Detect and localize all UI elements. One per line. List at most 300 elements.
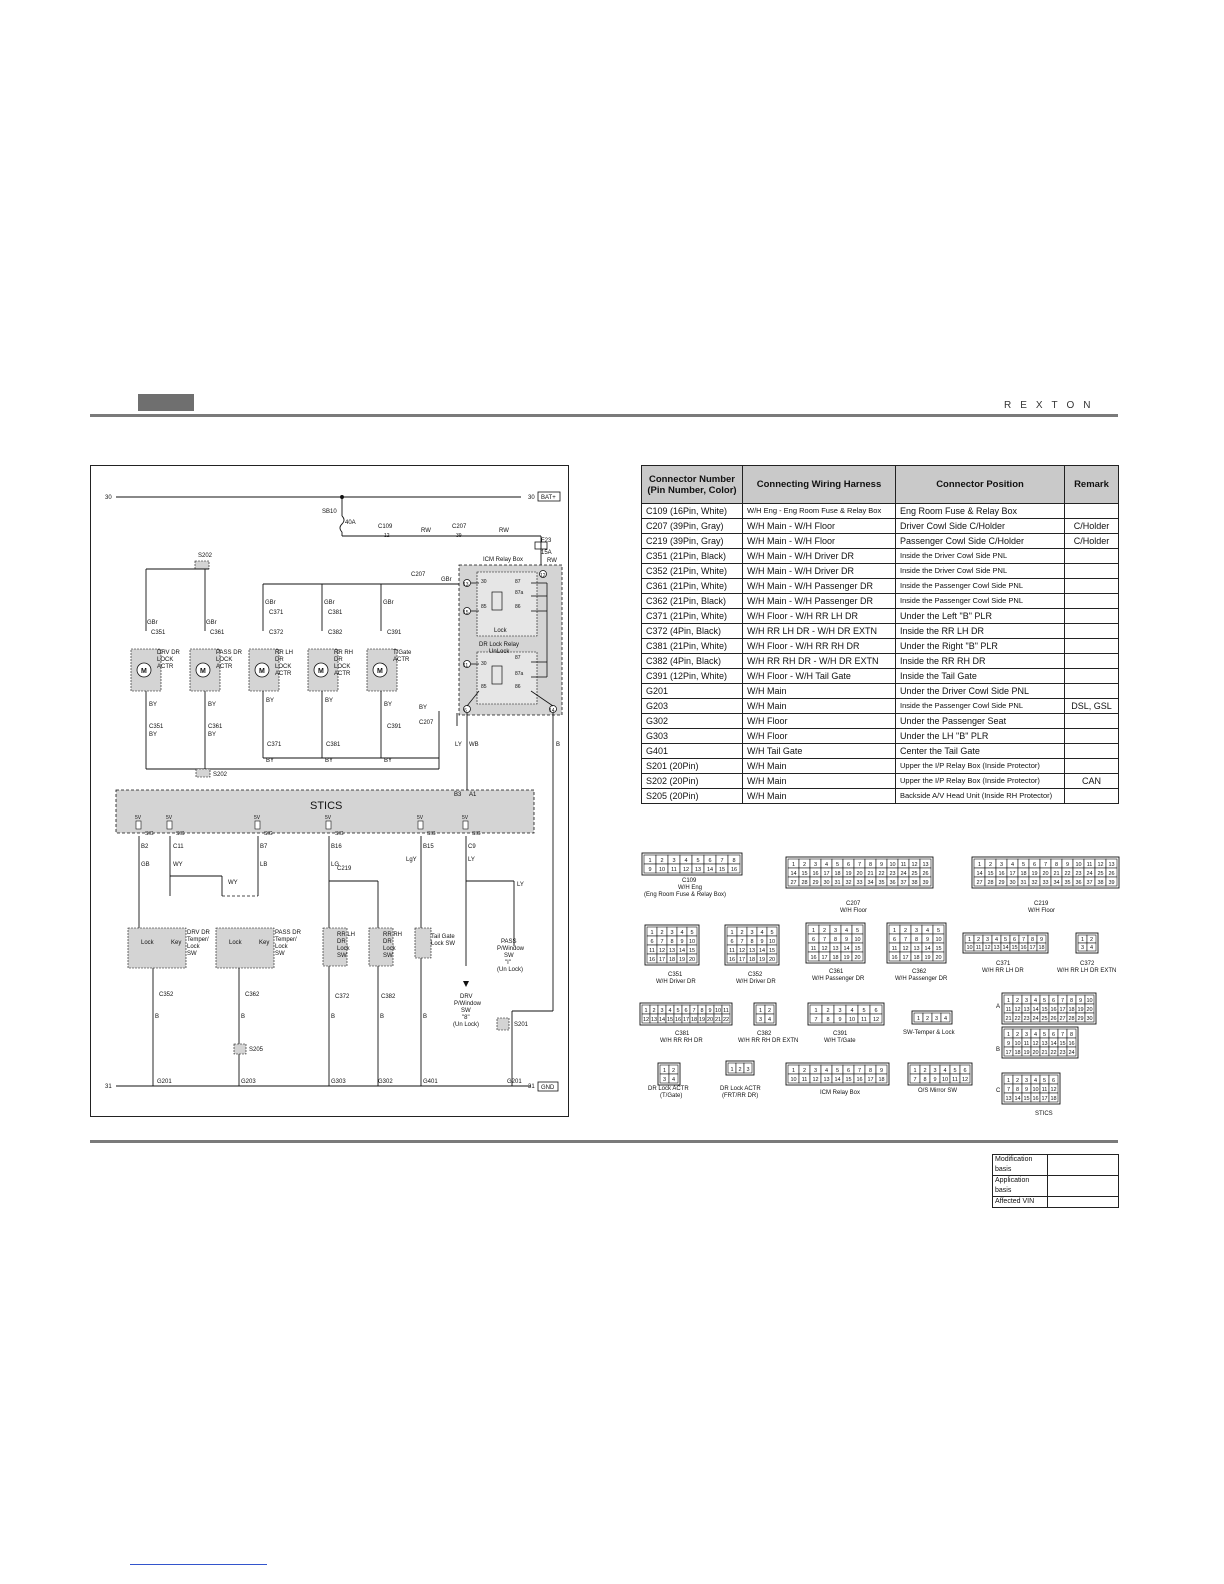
svg-text:5: 5 — [770, 930, 774, 936]
svg-text:3: 3 — [999, 862, 1004, 868]
cell-remark — [1065, 549, 1119, 564]
svg-text:5: 5 — [1042, 1032, 1047, 1038]
table-row — [642, 594, 1119, 609]
cell-harness: W/H Main - W/H Floor — [743, 519, 896, 534]
svg-text:4: 4 — [844, 928, 849, 934]
svg-text:26: 26 — [1108, 871, 1115, 877]
cell-connector: G302 — [642, 714, 743, 729]
svg-text:2: 2 — [925, 1016, 930, 1022]
svg-text:11: 11 — [729, 948, 735, 954]
svg-text:B: B — [331, 1014, 336, 1020]
svg-text:6: 6 — [1051, 1032, 1056, 1038]
svg-text:3: 3 — [1024, 1032, 1029, 1038]
cell-harness: W/H Main — [743, 789, 896, 804]
svg-text:C371: C371 — [269, 610, 284, 616]
svg-text:11: 11 — [649, 948, 655, 954]
svg-text:9: 9 — [1065, 862, 1070, 868]
svg-text:5: 5 — [676, 1008, 680, 1014]
sb10-amp: 40A — [345, 520, 356, 526]
svg-text:RR RH: RR RH — [383, 932, 402, 938]
svg-text:20: 20 — [1086, 1007, 1093, 1013]
svg-text:5V: 5V — [462, 815, 469, 821]
svg-text:W/H RR LH DR: W/H RR LH DR — [982, 968, 1024, 974]
svg-text:21: 21 — [1053, 871, 1060, 877]
svg-text:12: 12 — [821, 946, 828, 952]
svg-text:M: M — [377, 668, 383, 675]
svg-text:3: 3 — [985, 937, 990, 943]
svg-text:13: 13 — [913, 946, 920, 952]
col-connector-number: Connector Number (Pin Number, Color) — [642, 466, 743, 504]
svg-text:7: 7 — [1060, 998, 1065, 1004]
svg-text:30: 30 — [823, 880, 830, 886]
svg-text:Lock SW: Lock SW — [431, 941, 456, 947]
svg-text:20: 20 — [688, 957, 696, 963]
stics-label: STICS — [310, 800, 343, 812]
svg-text:14: 14 — [658, 1017, 666, 1023]
svg-text:14: 14 — [1050, 1041, 1057, 1047]
svg-text:Key: Key — [171, 940, 182, 946]
svg-text:C381: C381 — [328, 610, 343, 616]
svg-text:9: 9 — [1039, 937, 1044, 943]
svg-text:14: 14 — [758, 948, 766, 954]
svg-text:SW: SW — [275, 951, 285, 957]
svg-text:8: 8 — [868, 1068, 873, 1074]
svg-text:14: 14 — [706, 867, 714, 873]
cell-position: Passenger Cowl Side C/Holder — [896, 534, 1065, 549]
svg-text:BY: BY — [384, 702, 393, 708]
svg-text:9: 9 — [844, 937, 849, 943]
cell-position: Inside the Passenger Cowl Side PNL — [896, 699, 1065, 714]
svg-text:13: 13 — [922, 862, 929, 868]
cell-position: Inside the Driver Cowl Side PNL — [896, 564, 1065, 579]
table-row — [642, 534, 1119, 549]
bus-left-label: 30 — [105, 495, 112, 501]
svg-text:C361: C361 — [829, 969, 844, 975]
svg-text:12: 12 — [682, 867, 690, 873]
cell-connector: G401 — [642, 744, 743, 759]
svg-text:4: 4 — [1033, 1078, 1038, 1084]
svg-text:SIG: SIG — [176, 831, 185, 837]
svg-text:8: 8 — [1054, 862, 1059, 868]
svg-text:1: 1 — [730, 930, 734, 936]
svg-text:C207: C207 — [846, 901, 861, 907]
svg-text:4: 4 — [684, 858, 688, 864]
svg-text:5V: 5V — [166, 815, 173, 821]
svg-text:12: 12 — [984, 945, 991, 951]
svg-text:18: 18 — [1038, 945, 1045, 951]
svg-text:11: 11 — [801, 1077, 808, 1083]
cell-harness: W/H Eng - Eng Room Fuse & Relay Box — [743, 504, 896, 519]
svg-text:C362: C362 — [912, 969, 927, 975]
svg-text:11: 11 — [723, 1008, 729, 1014]
svg-text:18: 18 — [748, 957, 756, 963]
svg-text:15: 15 — [1011, 945, 1018, 951]
cell-harness: W/H Main — [743, 684, 896, 699]
svg-text:21: 21 — [1041, 1050, 1048, 1056]
svg-text:10: 10 — [854, 937, 861, 943]
svg-text:B3: B3 — [454, 792, 462, 798]
cell-harness: W/H Tail Gate — [743, 744, 896, 759]
svg-text:BY: BY — [266, 698, 275, 704]
cell-position: Under the Driver Cowl Side PNL — [896, 684, 1065, 699]
svg-text:13: 13 — [1023, 1007, 1030, 1013]
cell-harness: W/H RR RH DR - W/H DR EXTN — [743, 654, 896, 669]
svg-text:2: 2 — [822, 928, 827, 934]
svg-text:17: 17 — [902, 955, 909, 961]
svg-text:LY: LY — [517, 882, 524, 888]
cell-remark — [1065, 609, 1119, 624]
svg-text:6: 6 — [1051, 1078, 1056, 1084]
svg-text:SIG: SIG — [335, 831, 344, 837]
cell-connector: C361 (21Pin, White) — [642, 579, 743, 594]
svg-text:85: 85 — [481, 684, 487, 690]
svg-text:22: 22 — [878, 871, 885, 877]
svg-text:3: 3 — [1024, 998, 1029, 1004]
svg-text:8: 8 — [700, 1008, 704, 1014]
table-row — [642, 519, 1119, 534]
cell-remark — [1065, 624, 1119, 639]
svg-text:27: 27 — [1059, 1016, 1066, 1022]
cell-harness: W/H Floor — [743, 729, 896, 744]
svg-text:B15: B15 — [423, 844, 434, 850]
svg-text:18: 18 — [832, 955, 839, 961]
svg-text:B: B — [155, 1014, 160, 1020]
svg-text:B2: B2 — [141, 844, 149, 850]
svg-text:13: 13 — [1108, 862, 1115, 868]
svg-text:9: 9 — [879, 1068, 884, 1074]
svg-text:Lock: Lock — [141, 940, 154, 946]
svg-text:1: 1 — [1006, 1032, 1011, 1038]
svg-text:C382: C382 — [381, 994, 396, 1000]
svg-text:31: 31 — [105, 1084, 112, 1090]
svg-text:12: 12 — [812, 1077, 819, 1083]
svg-text:6: 6 — [963, 1068, 967, 1074]
cell-connector: C207 (39Pin, Gray) — [642, 519, 743, 534]
svg-text:15: 15 — [1023, 1096, 1030, 1102]
svg-text:16: 16 — [998, 871, 1005, 877]
svg-text:17: 17 — [1059, 1007, 1066, 1013]
svg-text:M: M — [259, 668, 265, 675]
svg-text:15: 15 — [718, 867, 726, 873]
svg-text:11: 11 — [952, 1077, 958, 1083]
svg-text:DR: DR — [275, 657, 284, 663]
svg-text:C352: C352 — [159, 992, 174, 998]
brand-logo: REXTON — [1004, 400, 1100, 411]
svg-text:3: 3 — [670, 930, 674, 936]
svg-text:3: 3 — [813, 1068, 818, 1074]
svg-text:ICM Relay Box: ICM Relay Box — [820, 1090, 861, 1096]
svg-text:1: 1 — [811, 928, 816, 934]
svg-text:C351: C351 — [151, 630, 166, 636]
svg-text:34: 34 — [867, 880, 874, 886]
svg-text:28: 28 — [987, 880, 994, 886]
svg-text:35: 35 — [1064, 880, 1071, 886]
svg-text:18: 18 — [690, 1017, 698, 1023]
table-row — [642, 579, 1119, 594]
svg-text:10: 10 — [848, 1017, 856, 1023]
svg-text:1: 1 — [650, 930, 654, 936]
svg-text:16: 16 — [728, 957, 736, 963]
svg-text:18: 18 — [668, 957, 676, 963]
svg-text:37: 37 — [1086, 880, 1093, 886]
svg-text:7: 7 — [1021, 937, 1026, 943]
svg-text:16: 16 — [856, 1077, 863, 1083]
table-row — [642, 639, 1119, 654]
cell-remark — [1065, 594, 1119, 609]
svg-text:7: 7 — [814, 1017, 818, 1023]
s202-bot-label: S202 — [213, 772, 228, 778]
svg-text:W/H Floor: W/H Floor — [1028, 908, 1055, 914]
svg-text:9: 9 — [680, 939, 684, 945]
cell-harness: W/H Floor - W/H Tail Gate — [743, 669, 896, 684]
svg-text:GBr: GBr — [324, 600, 335, 606]
cell-harness: W/H Floor - W/H RR RH DR — [743, 639, 896, 654]
svg-text:C: C — [996, 1088, 1001, 1094]
svg-text:87: 87 — [515, 579, 521, 585]
svg-text:6: 6 — [464, 708, 467, 714]
svg-text:O/S Mirror SW: O/S Mirror SW — [918, 1088, 957, 1094]
svg-text:1: 1 — [791, 862, 796, 868]
svg-text:20: 20 — [1042, 871, 1049, 877]
svg-text:G201: G201 — [157, 1079, 172, 1085]
svg-text:SW-Temper & Lock: SW-Temper & Lock — [903, 1030, 955, 1036]
svg-text:WY: WY — [173, 862, 183, 868]
svg-text:"I": "I" — [505, 960, 511, 966]
s202-top-label: S202 — [198, 553, 213, 559]
svg-text:BY: BY — [419, 705, 428, 711]
c109-label: C109 — [378, 524, 393, 530]
svg-text:11: 11 — [975, 945, 982, 951]
cell-position: Inside the Driver Cowl Side PNL — [896, 549, 1065, 564]
cell-remark: CAN — [1065, 774, 1119, 789]
footer-rule — [90, 1140, 1118, 1143]
cell-harness: W/H Main - W/H Passenger DR — [743, 579, 896, 594]
svg-text:9: 9 — [1024, 1087, 1029, 1093]
svg-text:SW: SW — [187, 951, 197, 957]
svg-text:27: 27 — [976, 880, 983, 886]
svg-text:SW: SW — [383, 953, 393, 959]
svg-text:87a: 87a — [515, 590, 524, 596]
svg-text:14: 14 — [834, 1077, 841, 1083]
svg-text:1: 1 — [791, 1068, 796, 1074]
svg-text:BY: BY — [149, 702, 158, 708]
svg-text:LOCK: LOCK — [275, 664, 292, 670]
svg-text:3: 3 — [750, 930, 754, 936]
svg-text:15: 15 — [845, 1077, 852, 1083]
svg-text:C11: C11 — [173, 844, 184, 850]
table-row — [642, 669, 1119, 684]
svg-text:3: 3 — [1080, 945, 1085, 951]
svg-text:BY: BY — [325, 758, 334, 764]
svg-text:1: 1 — [648, 858, 652, 864]
svg-text:14: 14 — [1014, 1096, 1021, 1102]
svg-text:8: 8 — [1015, 1087, 1020, 1093]
cell-position: Under the LH "B" PLR — [896, 729, 1065, 744]
svg-text:13: 13 — [650, 1017, 658, 1023]
cell-remark — [1065, 714, 1119, 729]
svg-text:16: 16 — [1020, 945, 1027, 951]
svg-text:13: 13 — [993, 945, 1000, 951]
svg-text:GBr: GBr — [441, 577, 452, 583]
svg-text:M: M — [200, 668, 206, 675]
svg-text:PASS DR: PASS DR — [216, 650, 242, 656]
svg-text:SIG: SIG — [145, 831, 154, 837]
svg-text:13: 13 — [668, 948, 676, 954]
svg-text:12: 12 — [902, 946, 909, 952]
svg-text:ACTR: ACTR — [157, 664, 174, 670]
cell-connector: C372 (4Pin, Black) — [642, 624, 743, 639]
relay-unlock-label-2: UnLock — [489, 649, 510, 655]
modification-table: Modification basis Application basis Affected VIN — [992, 1154, 1119, 1208]
svg-text:C109: C109 — [682, 878, 697, 884]
svg-text:3: 3 — [662, 1077, 667, 1083]
svg-text:4: 4 — [680, 930, 684, 936]
svg-text:C219: C219 — [1034, 901, 1049, 907]
svg-text:7: 7 — [822, 937, 827, 943]
cell-remark — [1065, 504, 1119, 519]
svg-text:B: B — [380, 1014, 385, 1020]
table-row — [642, 699, 1119, 714]
cell-remark: C/Holder — [1065, 519, 1119, 534]
svg-text:ACTR: ACTR — [216, 664, 233, 670]
svg-text:RW: RW — [499, 528, 509, 534]
col-wiring-harness: Connecting Wiring Harness — [743, 466, 896, 504]
svg-text:6: 6 — [1051, 998, 1056, 1004]
svg-text:29: 29 — [812, 880, 819, 886]
svg-text:Temper/: Temper/ — [187, 937, 209, 943]
bus-right-label: 30 — [528, 495, 535, 501]
svg-text:RW: RW — [547, 558, 557, 564]
svg-text:10: 10 — [1014, 1041, 1021, 1047]
svg-text:GBr: GBr — [147, 620, 158, 626]
svg-text:4: 4 — [925, 928, 930, 934]
svg-text:31: 31 — [1020, 880, 1027, 886]
cell-remark — [1065, 654, 1119, 669]
svg-text:12: 12 — [1050, 1087, 1057, 1093]
svg-text:2: 2 — [903, 928, 908, 934]
svg-text:9: 9 — [838, 1017, 842, 1023]
svg-text:9: 9 — [1078, 998, 1083, 1004]
svg-text:10: 10 — [1032, 1087, 1039, 1093]
svg-text:C9: C9 — [468, 844, 476, 850]
svg-text:10: 10 — [688, 939, 696, 945]
svg-text:1: 1 — [892, 928, 897, 934]
svg-text:14: 14 — [976, 871, 983, 877]
cell-harness: W/H Main - W/H Driver DR — [743, 549, 896, 564]
svg-text:28: 28 — [1068, 1016, 1075, 1022]
svg-text:SW: SW — [461, 1008, 471, 1014]
svg-text:3: 3 — [934, 1016, 939, 1022]
cell-position: Inside the RR RH DR — [896, 654, 1065, 669]
cell-position: Upper the I/P Relay Box (Inside Protector) — [896, 759, 1065, 774]
svg-text:W/H T/Gate: W/H T/Gate — [824, 1038, 856, 1044]
svg-text:4: 4 — [943, 1068, 947, 1074]
svg-text:10: 10 — [658, 867, 666, 873]
svg-text:BY: BY — [325, 698, 334, 704]
svg-text:6: 6 — [874, 1008, 878, 1014]
connector-table-body — [642, 504, 1119, 804]
svg-text:5V: 5V — [417, 815, 424, 821]
c207-top-label: C207 — [452, 524, 467, 530]
cell-remark — [1065, 564, 1119, 579]
table-row — [642, 789, 1119, 804]
svg-text:9: 9 — [879, 862, 884, 868]
svg-text:4: 4 — [668, 1008, 672, 1014]
svg-text:C371: C371 — [996, 961, 1011, 967]
svg-text:LY: LY — [468, 857, 475, 863]
svg-text:C391: C391 — [387, 630, 402, 636]
relay-lock-label: Lock — [494, 628, 507, 634]
svg-text:18: 18 — [1020, 871, 1027, 877]
svg-text:G303: G303 — [331, 1079, 346, 1085]
svg-text:(Un Lock): (Un Lock) — [453, 1022, 480, 1028]
svg-text:13: 13 — [823, 1077, 830, 1083]
svg-text:S205: S205 — [249, 1047, 264, 1053]
svg-text:DRV DR: DRV DR — [157, 650, 180, 656]
cell-position: Center the Tail Gate — [896, 744, 1065, 759]
svg-text:G201: G201 — [507, 1079, 522, 1085]
svg-text:C352: C352 — [748, 972, 763, 978]
col-remark: Remark — [1065, 466, 1119, 504]
svg-text:29: 29 — [998, 880, 1005, 886]
svg-text:12: 12 — [961, 1077, 969, 1083]
cell-remark — [1065, 684, 1119, 699]
col-connector-position: Connector Position — [896, 466, 1065, 504]
svg-text:5: 5 — [690, 930, 694, 936]
svg-text:18: 18 — [913, 955, 920, 961]
svg-text:4: 4 — [1010, 862, 1015, 868]
svg-text:39: 39 — [922, 880, 929, 886]
svg-text:15: 15 — [935, 946, 942, 952]
svg-text:11: 11 — [671, 867, 677, 873]
svg-text:1: 1 — [1080, 937, 1085, 943]
svg-text:PASS DR: PASS DR — [275, 930, 301, 936]
svg-text:12: 12 — [738, 948, 746, 954]
cell-connector: C352 (21Pin, White) — [642, 564, 743, 579]
svg-text:Lock: Lock — [383, 946, 396, 952]
svg-text:13: 13 — [463, 582, 469, 588]
svg-text:17: 17 — [1029, 945, 1036, 951]
wiring-diagram — [90, 465, 569, 1117]
svg-text:15: 15 — [801, 871, 808, 877]
svg-text:5: 5 — [835, 1068, 840, 1074]
svg-text:2: 2 — [738, 1067, 742, 1073]
svg-text:SW: SW — [504, 953, 514, 959]
svg-text:C391: C391 — [387, 724, 402, 730]
svg-text:P/Window: P/Window — [454, 1001, 482, 1007]
bottom-link-underline — [130, 1564, 267, 1565]
svg-text:17: 17 — [823, 871, 830, 877]
svg-text:31: 31 — [528, 1084, 535, 1090]
svg-text:10: 10 — [966, 945, 973, 951]
svg-text:15: 15 — [1041, 1007, 1048, 1013]
svg-text:7: 7 — [857, 1068, 862, 1074]
svg-text:23: 23 — [1023, 1016, 1030, 1022]
svg-text:DR: DR — [334, 657, 343, 663]
svg-text:9: 9 — [1006, 1041, 1011, 1047]
svg-text:5: 5 — [1021, 862, 1026, 868]
svg-text:C381: C381 — [675, 1031, 690, 1037]
svg-text:6: 6 — [708, 858, 712, 864]
svg-text:C372: C372 — [269, 630, 284, 636]
svg-text:(Eng Room Fuse & Relay Box): (Eng Room Fuse & Relay Box) — [644, 892, 727, 898]
svg-text:10: 10 — [790, 1077, 797, 1083]
svg-text:19: 19 — [1031, 871, 1038, 877]
svg-text:15: 15 — [688, 948, 696, 954]
svg-text:20: 20 — [768, 957, 776, 963]
svg-text:19: 19 — [678, 957, 686, 963]
svg-text:30: 30 — [481, 579, 487, 585]
